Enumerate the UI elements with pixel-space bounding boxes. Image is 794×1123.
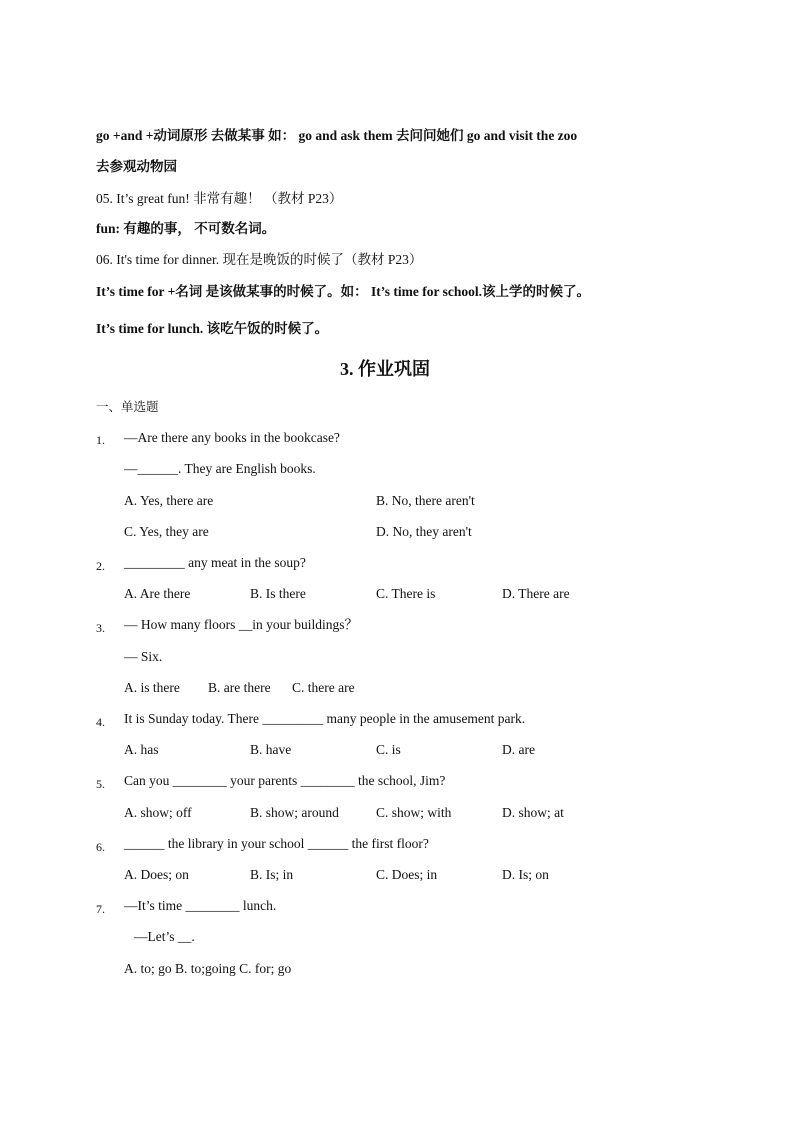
option-c: C. Yes, they are (124, 524, 209, 539)
question-number: 6. (96, 840, 105, 854)
options-line: A. to; go B. to;going C. for; go (124, 961, 292, 976)
option-b: B. are there (208, 680, 271, 695)
note-lunch: It’s time for lunch. 该吃午饭的时候了。 (96, 321, 329, 336)
note-item-05: 05. It’s great fun! 非常有趣！ （教材 P23） (96, 191, 343, 206)
question-number: 1. (96, 433, 105, 447)
option-c: C. is (376, 742, 401, 757)
option-c: C. Does; in (376, 867, 438, 882)
section-title: 3. 作业巩固 (340, 359, 430, 379)
note-fun: fun: 有趣的事， 不可数名词。 (96, 221, 276, 236)
question-stem: _________ any meat in the soup? (124, 555, 306, 570)
option-c: C. There is (376, 586, 436, 601)
option-a: A. Are there (124, 586, 191, 601)
note-its-time-for: It’s time for +名词 是该做某事的时候了。如： It’s time for school.该上学的时候了。 (96, 284, 591, 299)
option-b: B. show; around (250, 805, 339, 820)
option-a: A. Does; on (124, 867, 189, 882)
option-a: A. Yes, there are (124, 493, 214, 508)
question-stem: —Are there any books in the bookcase? (124, 430, 340, 445)
option-d: D. There are (502, 586, 570, 601)
question-number: 5. (96, 777, 105, 791)
option-d: D. are (502, 742, 535, 757)
question-number: 4. (96, 715, 105, 729)
section-subtitle: 一、单选题 (96, 400, 159, 414)
option-a: A. is there (124, 680, 180, 695)
option-d: D. Is; on (502, 867, 549, 882)
question-stem-line2: —______. They are English books. (124, 461, 316, 476)
question-number: 3. (96, 621, 105, 635)
option-d: D. show; at (502, 805, 564, 820)
question-stem: It is Sunday today. There _________ many people in the amusement park. (124, 711, 526, 726)
question-number: 2. (96, 559, 105, 573)
option-a: A. has (124, 742, 159, 757)
note-go-and: go +and +动词原形 去做某事 如： go and ask them 去问问她们 go and visit the zoo (96, 128, 578, 143)
question-stem: — How many floors __in your buildings？ (124, 617, 358, 632)
option-c: C. show; with (376, 805, 452, 820)
option-c: C. there are (292, 680, 355, 695)
option-b: B. Is; in (250, 867, 294, 882)
option-b: B. Is there (250, 586, 306, 601)
question-number: 7. (96, 902, 105, 916)
question-stem: ______ the library in your school ______ the first floor? (124, 836, 429, 851)
option-d: D. No, they aren't (376, 524, 472, 539)
option-a: A. show; off (124, 805, 192, 820)
note-item-06: 06. It's time for dinner. 现在是晚饭的时候了（教材 P23） (96, 252, 423, 267)
option-b: B. No, there aren't (376, 493, 475, 508)
question-stem: —It’s time ________ lunch. (124, 898, 277, 913)
question-stem-line2: —Let’s __. (134, 929, 195, 944)
option-b: B. have (250, 742, 292, 757)
question-stem: Can you ________ your parents ________ the school, Jim? (124, 773, 446, 788)
note-go-and-cont: 去参观动物园 (96, 159, 177, 174)
question-stem-line2: — Six. (124, 649, 163, 664)
